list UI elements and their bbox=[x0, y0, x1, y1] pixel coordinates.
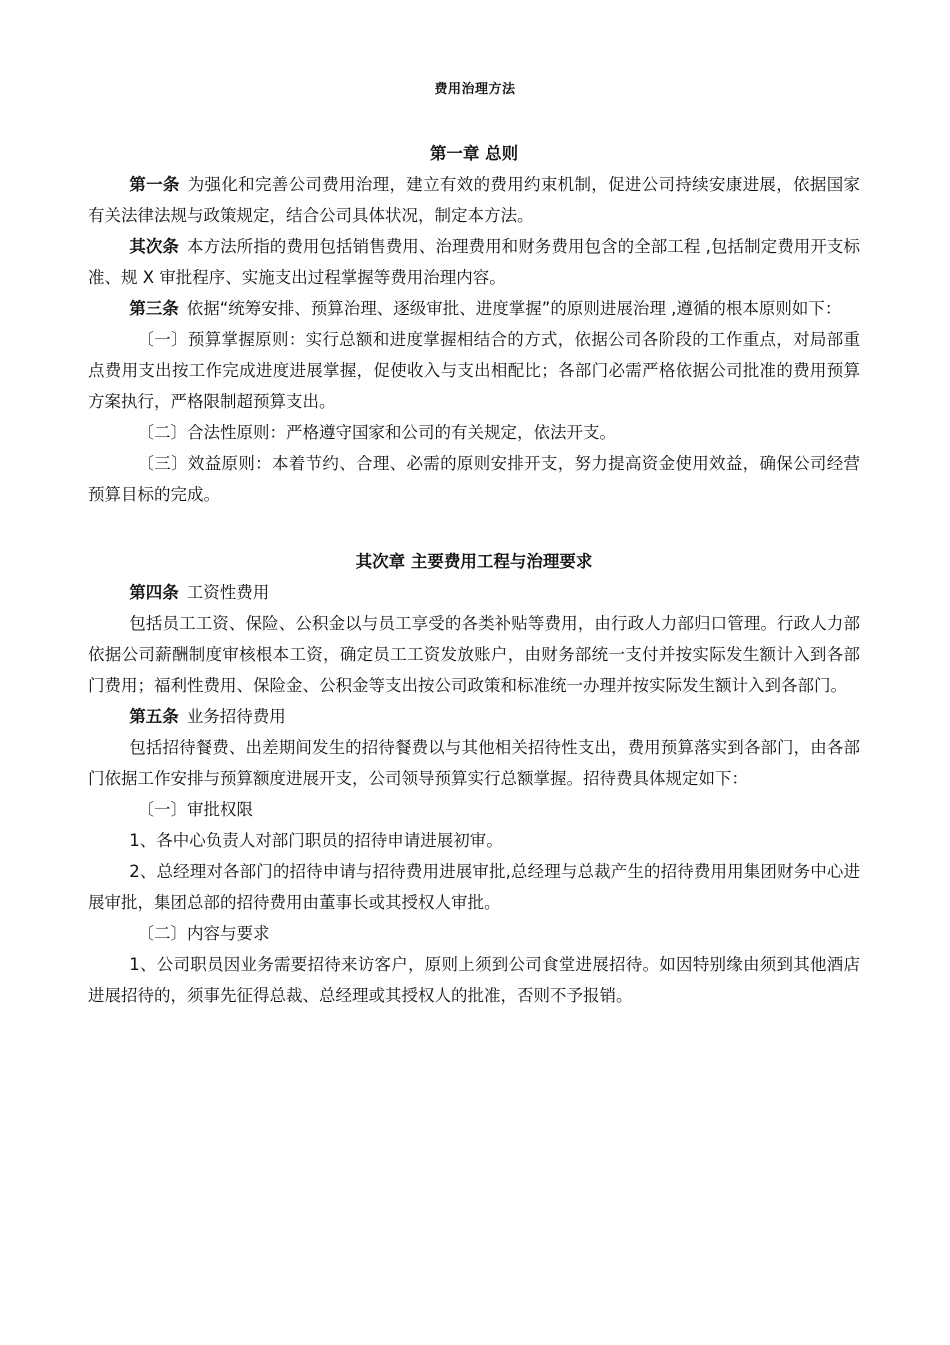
article-5-section-2-heading: 〔二〕内容与要求 bbox=[137, 924, 270, 943]
article-2-text: 本方法所指的费用包括销售费用、治理费用和财务费用包含的全部工程 ,包括制定费用开支标准、规 X 审批程序、实施支出过程掌握等费用治理内容。 bbox=[88, 237, 860, 287]
chapter-1-heading: 第一章 总则 bbox=[429, 144, 519, 163]
article-3 bbox=[88, 293, 860, 324]
article-3-item-2: 〔二〕合法性原则：严格遵守国家和公司的有关规定，依法开支。 bbox=[137, 423, 616, 442]
article-3-item-3: 〔三〕效益原则：本着节约、合理、必需的原则安排开支，努力提高资金使用效益，确保公司经营预算目标的完成。 bbox=[88, 454, 860, 504]
document-body bbox=[88, 138, 860, 1011]
article-1-label: 第一条 bbox=[129, 175, 180, 194]
article-5-section-1-point-2: 2、总经理对各部门的招待申请与招待费用进展审批,总经理与总裁产生的招待费用用集团财务中心进展审批，集团总部的招待费用由董事长或其授权人审批。 bbox=[88, 862, 860, 912]
article-5-section-1-point-1: 1、各中心负责人对部门职员的招待申请进展初审。 bbox=[129, 831, 503, 850]
article-3-label: 第三条 bbox=[129, 299, 179, 318]
article-5-section-2-point-1: 1、公司职员因业务需要招待来访客户，原则上须到公司食堂进展招待。如因特别缘由须到其他酒店进展招待的，须事先征得总裁、总经理或其授权人的批准，否则不予报销。 bbox=[88, 955, 860, 1005]
article-4-subject: 工资性费用 bbox=[186, 583, 270, 602]
article-3-text: 依据“统筹安排、预算治理、逐级审批、进度掌握”的原则进展治理 ,遵循的根本原则如下： bbox=[186, 299, 842, 318]
article-5-label: 第五条 bbox=[129, 707, 179, 726]
article-5-section-1-heading: 〔一〕审批权限 bbox=[137, 800, 253, 819]
article-2-label: 其次条 bbox=[129, 237, 179, 256]
document-title: 费用治理方法 bbox=[434, 82, 516, 97]
article-5-text: 包括招待餐费、出差期间发生的招待餐费以与其他相关招待性支出，费用预算落实到各部门，由各部门依据工作安排与预算额度进展开支，公司领导预算实行总额掌握。招待费具体规定如下： bbox=[88, 738, 860, 788]
article-1-text: 为强化和完善公司费用治理，建立有效的费用约束机制，促进公司持续安康进展，依据国家有关法律法规与政策规定，结合公司具体状况，制定本方法。 bbox=[88, 175, 861, 225]
chapter-2-heading: 其次章 主要费用工程与治理要求 bbox=[355, 552, 593, 571]
article-4-label: 第四条 bbox=[129, 583, 179, 602]
article-2 bbox=[88, 231, 860, 293]
article-4-text: 包括员工工资、保险、公积金以与员工享受的各类补贴等费用，由行政人力部归口管理。行政人力部依据公司薪酬制度审核根本工资，确定员工工资发放账户，由财务部统一支付并按实际发生额计入到各部门费用；福利性费用、保险金、公积金等支出按公司政策和标准统一办理并按实际发生额计入到各部门。 bbox=[88, 614, 860, 695]
article-5-heading bbox=[88, 701, 860, 732]
article-5-subject: 业务招待费用 bbox=[186, 707, 286, 726]
article-3-item-1: 〔一〕预算掌握原则：实行总额和进度掌握相结合的方式，依据公司各阶段的工作重点，对局部重点费用支出按工作完成进度进展掌握，促使收入与支出相配比；各部门必需严格依据公司批准的费用预算方案执行，严格限制超预算支出。 bbox=[88, 330, 860, 411]
article-1 bbox=[88, 169, 860, 231]
article-4-heading bbox=[88, 577, 860, 608]
